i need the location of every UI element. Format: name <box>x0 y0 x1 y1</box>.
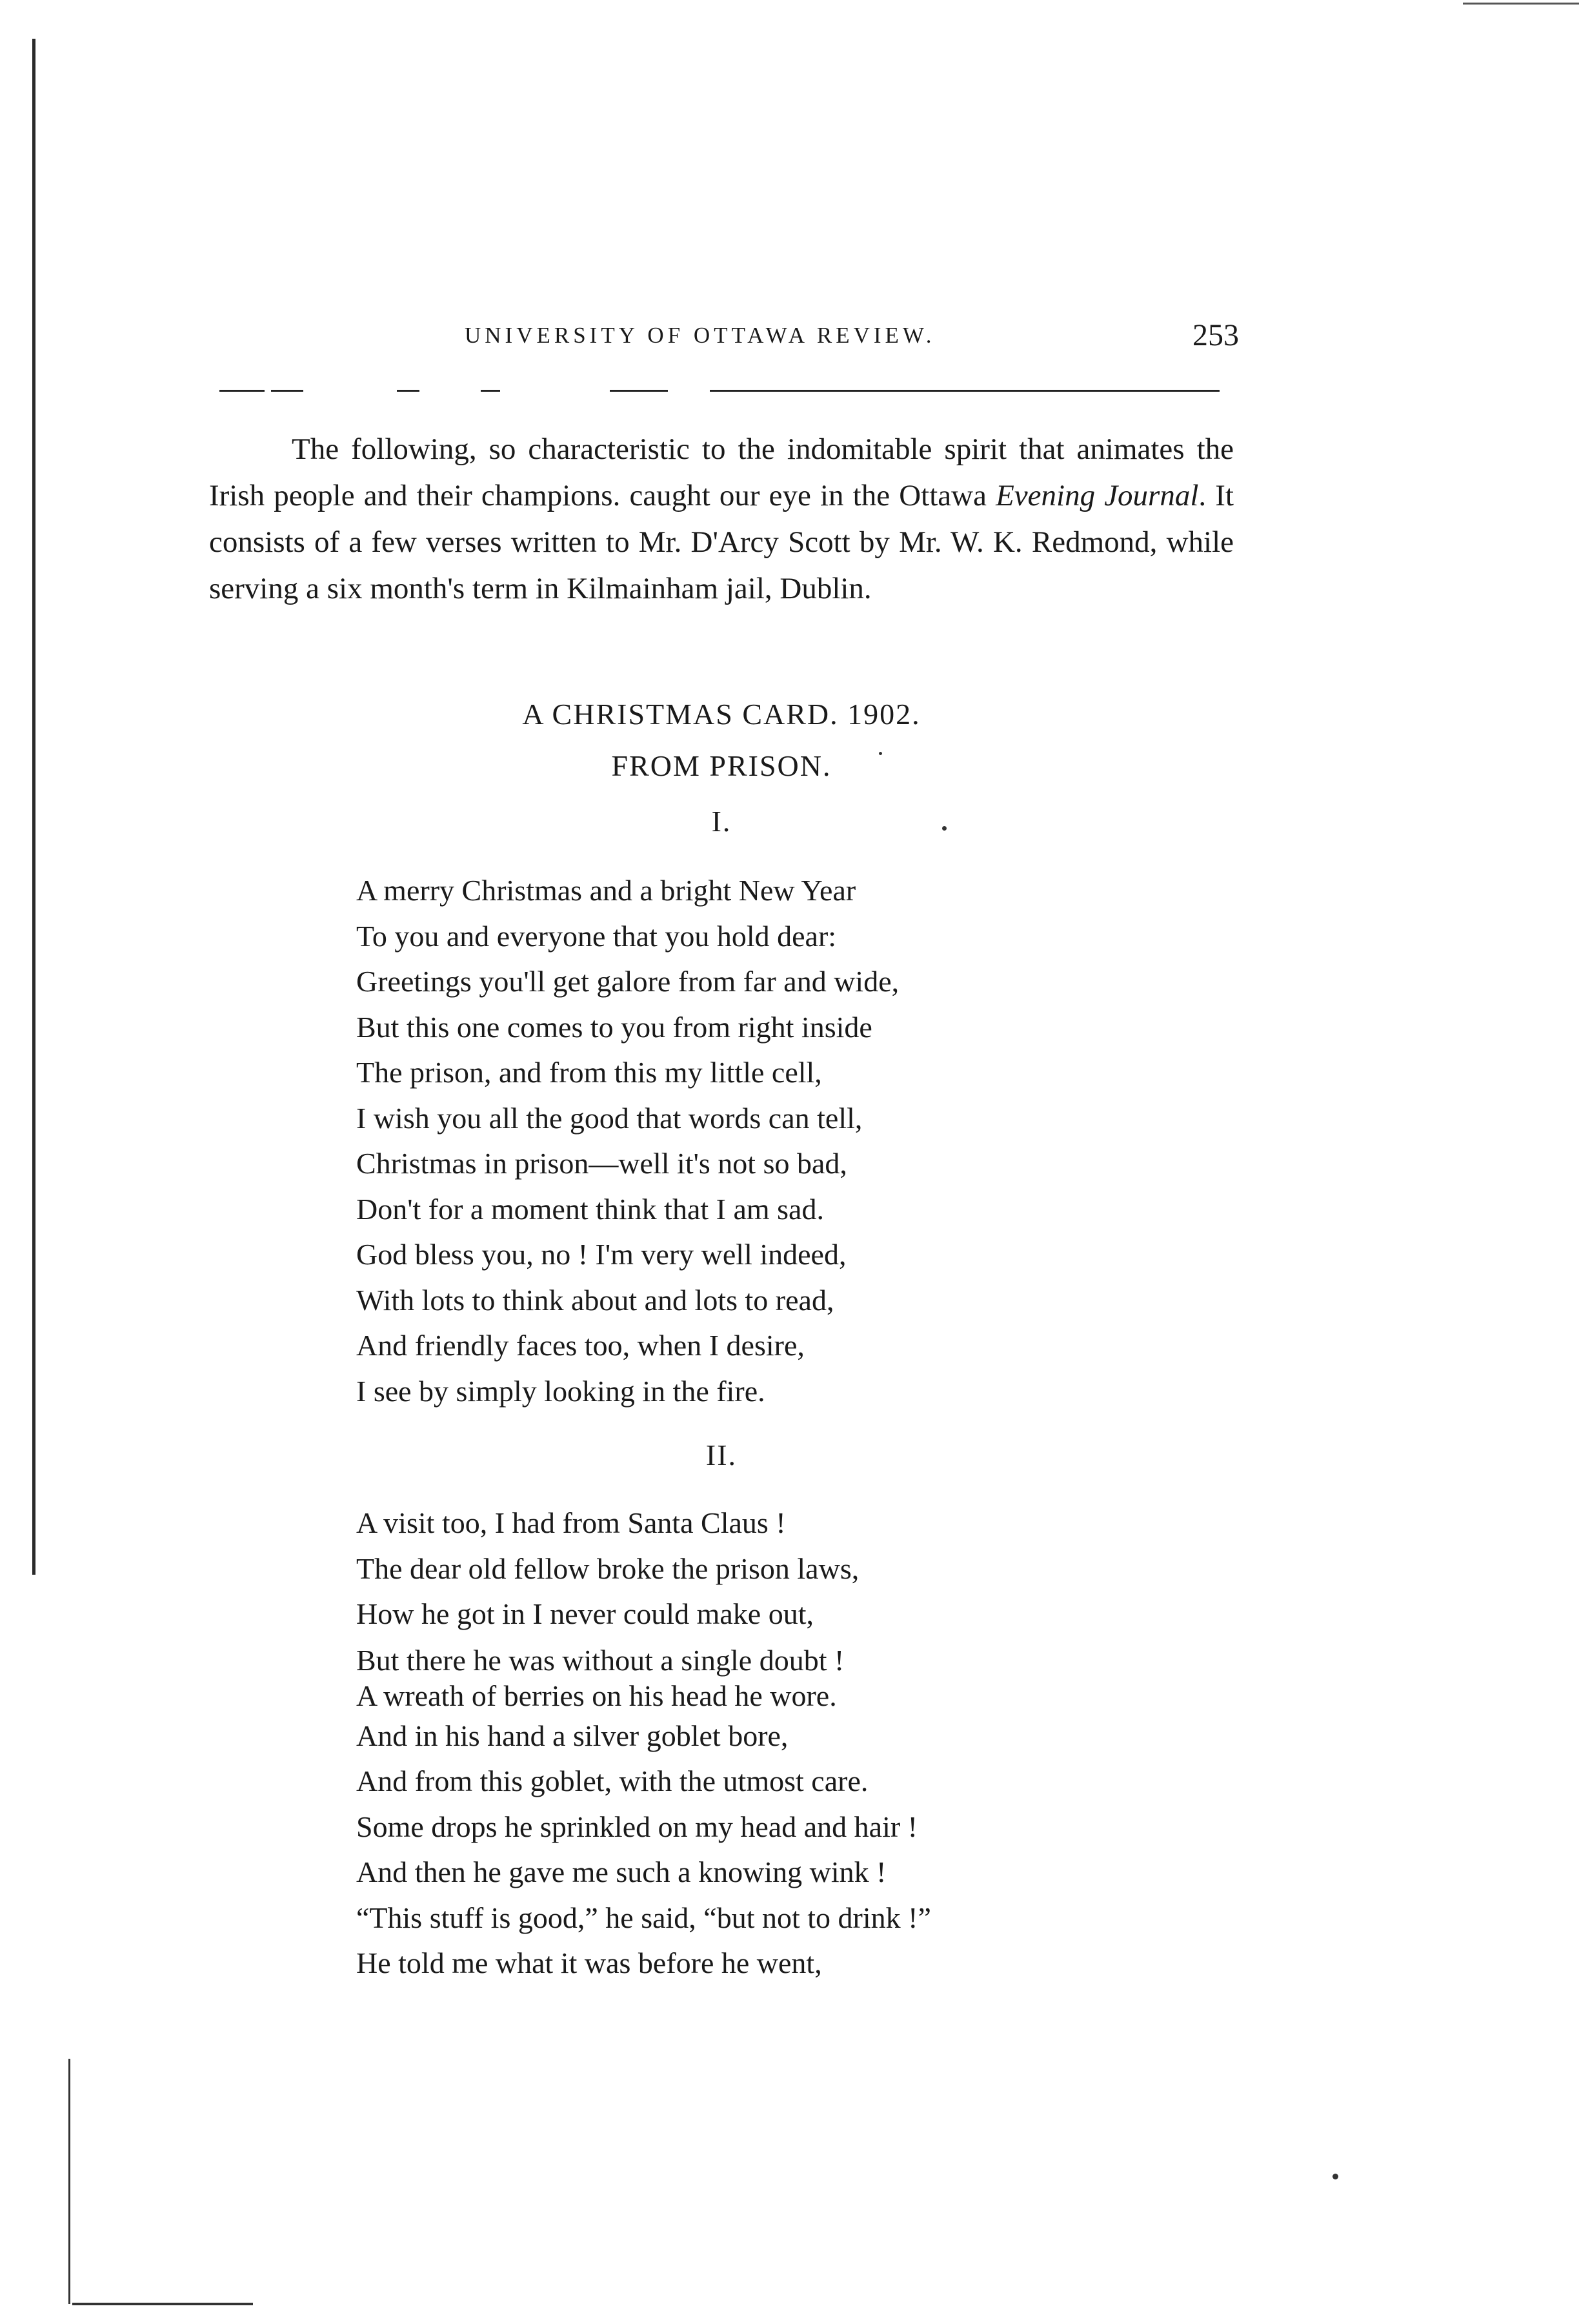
poem-line: But there he was without a single doubt ! <box>356 1643 845 1677</box>
poem-line: But this one comes to you from right inside <box>356 1010 872 1044</box>
poem-line: A wreath of berries on his head he wore. <box>356 1679 837 1712</box>
header-rule <box>219 390 265 392</box>
poem-line: I wish you all the good that words can tell, <box>356 1101 863 1135</box>
poem-line: The prison, and from this my little cell, <box>356 1056 822 1089</box>
page-number: 253 <box>1192 318 1239 352</box>
poem-line: And then he gave me such a knowing wink ! <box>356 1855 887 1888</box>
poem-title: A CHRISTMAS CARD. 1902. <box>522 698 921 731</box>
poem-line: I see by simply looking in the fire. <box>356 1374 765 1408</box>
header-rule <box>481 390 500 392</box>
poem-line: A visit too, I had from Santa Claus ! <box>356 1506 786 1539</box>
header-rule <box>710 390 1220 392</box>
poem-line: He told me what it was before he went, <box>356 1946 822 1979</box>
stanza-one <box>356 868 1195 1414</box>
intro-text-after: . It consists of a few verses written to Mr. D'Arcy Scott by Mr. W. K. Redmond, while serving a six month's term in Kilmainham jail, Dublin. <box>209 479 1234 605</box>
poem-subtitle: FROM PRISON. <box>611 749 832 782</box>
publication-name: Evening Journal <box>996 479 1199 512</box>
stanza-numeral-two: II. <box>705 1439 738 1471</box>
poem-line: “This stuff is good,” he said, “but not to drink !” <box>356 1901 931 1934</box>
journal-title: UNIVERSITY OF OTTAWA REVIEW. <box>465 323 936 348</box>
scan-speck <box>1333 2174 1338 2179</box>
intro-paragraph <box>209 426 1234 612</box>
stanza-numeral-one: I. <box>711 805 732 838</box>
poem-line: Christmas in prison—well it's not so bad, <box>356 1147 847 1180</box>
poem-line: How he got in I never could make out, <box>356 1597 814 1630</box>
poem-line: With lots to think about and lots to read, <box>356 1283 834 1317</box>
header-rule <box>397 390 419 392</box>
poem-line: God bless you, no ! I'm very well indeed, <box>356 1238 847 1271</box>
poem-line: To you and everyone that you hold dear: <box>356 919 837 953</box>
poem-line: The dear old fellow broke the prison laws, <box>356 1551 860 1585</box>
poem-line: A merry Christmas and a bright New Year <box>356 874 856 907</box>
poem-line: Don't for a moment think that I am sad. <box>356 1192 824 1226</box>
binding-edge-lower <box>68 2059 70 2304</box>
stanza-two <box>356 1500 1195 1986</box>
poem-line: Greetings you'll get galore from far and wide, <box>356 965 900 998</box>
running-head <box>452 318 1239 356</box>
binding-foot-line <box>72 2303 253 2305</box>
scan-edge-line <box>1463 3 1579 5</box>
intro-text-before: The following, so characteristic to the indomitable spirit that animates the Irish people and their champions. caught our eye in the Ottawa <box>209 432 1234 512</box>
binding-edge <box>32 39 35 1575</box>
header-rule <box>271 390 303 392</box>
poem-line: And from this goblet, with the utmost care. <box>356 1764 869 1797</box>
poem-line: And in his hand a silver goblet bore, <box>356 1719 789 1752</box>
header-rule <box>610 390 668 392</box>
poem-line: And friendly faces too, when I desire, <box>356 1329 805 1362</box>
poem-line: Some drops he sprinkled on my head and hair ! <box>356 1810 918 1843</box>
